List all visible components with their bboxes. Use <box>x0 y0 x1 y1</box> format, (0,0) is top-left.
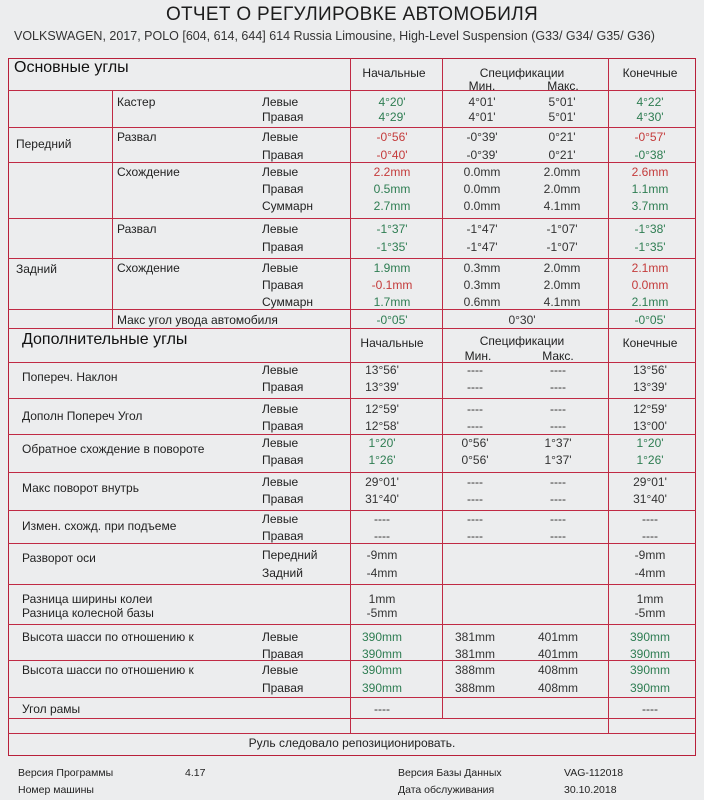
table-row-divider <box>8 660 696 661</box>
extra-initial-value: 390mm <box>361 630 403 644</box>
extra-side-label: Правая <box>262 681 304 695</box>
final-value: 4°30' <box>636 110 664 124</box>
extra-initial-value: 390mm <box>361 681 403 695</box>
final-value: 3.7mm <box>631 199 669 213</box>
extra-initial-value: 13°39' <box>365 380 399 394</box>
min-value: 0.3mm <box>463 278 501 292</box>
thrust-final: -0°05' <box>634 313 666 327</box>
extra-final-value: 390mm <box>629 681 671 695</box>
extra-label: Измен. схожд. при подъеме <box>22 519 177 533</box>
extra-final-value: 29°01' <box>633 475 667 489</box>
max-value: 4.1mm <box>543 295 581 309</box>
table-row-divider <box>8 362 696 363</box>
max-value: 2.0mm <box>543 278 581 292</box>
final-value: -1°35' <box>634 240 666 254</box>
extra-label: Обратное схождение в повороте <box>22 442 205 456</box>
min-value: 0.0mm <box>463 199 501 213</box>
extra-initial-value: 1°26' <box>368 453 396 467</box>
table-row-divider <box>8 624 696 625</box>
min-value: -0°39' <box>466 148 498 162</box>
extra-final-value: 390mm <box>629 663 671 677</box>
extra-label: Дополн Попереч Угол <box>22 409 143 423</box>
side-label: Левые <box>262 222 299 236</box>
service-date-value: 30.10.2018 <box>564 784 617 796</box>
extra-initial-value: 13°56' <box>365 363 399 377</box>
extra-max-value: ---- <box>550 419 566 433</box>
min-value: -1°47' <box>466 222 498 236</box>
main-angles-heading: Основные углы <box>14 59 129 76</box>
extra-initial-value: 12°58' <box>365 419 399 433</box>
extra-final-value: -5mm <box>634 606 666 620</box>
extra-max-value: ---- <box>550 512 566 526</box>
final-value: -0°57' <box>634 130 666 144</box>
side-label: Правая <box>262 240 304 254</box>
extra-initial-value: 390mm <box>361 663 403 677</box>
extra-max-value: 1°37' <box>544 453 572 467</box>
sub-label: Схождение <box>117 261 180 275</box>
column-divider <box>442 58 443 718</box>
db-version-label: Версия Базы Данных <box>398 767 502 779</box>
initial-value: -0°56' <box>376 130 408 144</box>
extra-initial-value: ---- <box>374 702 390 716</box>
max-value: -1°07' <box>546 222 578 236</box>
table-row-divider <box>8 733 696 734</box>
sub-label: Кастер <box>117 95 156 109</box>
extra-max-value: ---- <box>550 363 566 377</box>
side-label: Левые <box>262 95 299 109</box>
extra-max-value: ---- <box>550 529 566 543</box>
extra-min-value: 0°56' <box>461 453 489 467</box>
extra-side-label: Правая <box>262 453 304 467</box>
extra-min-value: 381mm <box>454 647 496 661</box>
extra-initial-value: 1mm <box>368 592 396 606</box>
extra-initial-value: -5mm <box>366 606 398 620</box>
extra-label: Разница колесной базы <box>22 606 154 620</box>
extra-side-label: Задний <box>262 566 303 580</box>
extra-final-value: 1°26' <box>636 453 664 467</box>
side-label: Левые <box>262 261 299 275</box>
extra-min-value: 388mm <box>454 681 496 695</box>
service-date-label: Дата обслуживания <box>398 784 495 796</box>
extra-label: Разница ширины колеи <box>22 592 153 606</box>
side-label: Левые <box>262 130 299 144</box>
extra-side-label: Передний <box>262 548 318 562</box>
min-value: 0.0mm <box>463 182 501 196</box>
sub-label: Развал <box>117 222 157 236</box>
table-row-divider <box>8 472 696 473</box>
extra-min-value: 388mm <box>454 663 496 677</box>
side-label: Правая <box>262 278 304 292</box>
extra-label: Угол рамы <box>22 702 81 716</box>
extra-min-value: ---- <box>467 475 483 489</box>
min-value: -0°39' <box>466 130 498 144</box>
max-value: 0°21' <box>548 130 576 144</box>
table-row-divider <box>8 434 696 435</box>
extra-max-value: ---- <box>550 492 566 506</box>
col-specs-header: Спецификации <box>479 66 565 80</box>
final-value: -0°38' <box>634 148 666 162</box>
final-value: 4°22' <box>636 95 664 109</box>
col-final-header: Конечные <box>622 66 678 80</box>
extra-label: Высота шасси по отношению к <box>22 663 194 677</box>
side-label: Левые <box>262 165 299 179</box>
extra-side-label: Левые <box>262 630 299 644</box>
max-value: 5°01' <box>548 95 576 109</box>
extra-min-value: ---- <box>467 419 483 433</box>
extra-label: Попереч. Наклон <box>22 370 118 384</box>
side-label: Правая <box>262 182 304 196</box>
extra-max-value: ---- <box>550 402 566 416</box>
extra-initial-value: -4mm <box>366 566 398 580</box>
extra-initial-value: 31°40' <box>365 492 399 506</box>
column-divider <box>350 58 351 718</box>
extra-initial-value: ---- <box>374 529 390 543</box>
extra-max-value: 401mm <box>537 630 579 644</box>
extra-final-value: 13°39' <box>633 380 667 394</box>
extra-final-value: -4mm <box>634 566 666 580</box>
db-version-value: VAG-112018 <box>564 767 624 779</box>
extra-side-label: Левые <box>262 512 299 526</box>
extra-final-value: 13°56' <box>633 363 667 377</box>
final-value: 2.1mm <box>631 295 669 309</box>
extra-col-max-header: Макс. <box>542 349 574 363</box>
steering-message: Руль следовало репозиционировать. <box>248 736 456 750</box>
extra-initial-value: ---- <box>374 512 390 526</box>
extra-side-label: Правая <box>262 492 304 506</box>
extra-initial-value: 12°59' <box>365 402 399 416</box>
initial-value: 1.7mm <box>373 295 411 309</box>
extra-max-value: 408mm <box>537 681 579 695</box>
extra-min-value: 381mm <box>454 630 496 644</box>
extra-final-value: 1mm <box>636 592 664 606</box>
table-row-divider <box>8 398 696 399</box>
max-value: 2.0mm <box>543 182 581 196</box>
max-value: 5°01' <box>548 110 576 124</box>
max-value: 0°21' <box>548 148 576 162</box>
column-divider <box>112 90 113 328</box>
extra-side-label: Левые <box>262 475 299 489</box>
initial-value: 2.2mm <box>373 165 411 179</box>
extra-side-label: Правая <box>262 380 304 394</box>
extra-side-label: Правая <box>262 419 304 433</box>
extra-final-value: 390mm <box>629 647 671 661</box>
extra-initial-value: -9mm <box>366 548 398 562</box>
extra-side-label: Левые <box>262 402 299 416</box>
side-label: Правая <box>262 148 304 162</box>
sub-label: Развал <box>117 130 157 144</box>
extra-initial-value: 1°20' <box>368 436 396 450</box>
table-row-divider <box>8 328 696 329</box>
final-value: 1.1mm <box>631 182 669 196</box>
thrust-spec: 0°30' <box>508 313 536 327</box>
extra-max-value: 408mm <box>537 663 579 677</box>
side-label: Суммарн <box>262 199 314 213</box>
extra-min-value: ---- <box>467 529 483 543</box>
final-value: 0.0mm <box>631 278 669 292</box>
col-min-header: Мин. <box>468 79 496 93</box>
extra-max-value: ---- <box>550 380 566 394</box>
extra-final-value: 390mm <box>629 630 671 644</box>
initial-value: -0.1mm <box>371 278 413 292</box>
vehicle-description: VOLKSWAGEN, 2017, POLO [604, 614, 644] 614 Russia Limousine, High-Level Suspension (G33/ G34/ G35/ G36) <box>14 29 655 43</box>
table-row-divider <box>8 543 696 544</box>
extra-min-value: ---- <box>467 402 483 416</box>
max-value: -1°07' <box>546 240 578 254</box>
extra-col-min-header: Мин. <box>464 349 492 363</box>
min-value: 0.6mm <box>463 295 501 309</box>
extra-label: Высота шасси по отношению к <box>22 630 194 644</box>
min-value: -1°47' <box>466 240 498 254</box>
extra-side-label: Правая <box>262 647 304 661</box>
extra-final-value: 13°00' <box>633 419 667 433</box>
extra-min-value: ---- <box>467 363 483 377</box>
extra-max-value: 1°37' <box>544 436 572 450</box>
extra-final-value: -9mm <box>634 548 666 562</box>
min-value: 4°01' <box>468 110 496 124</box>
extra-max-value: ---- <box>550 475 566 489</box>
extra-label: Разворот оси <box>22 551 96 565</box>
extra-initial-value: 390mm <box>361 647 403 661</box>
column-divider <box>608 58 609 718</box>
initial-value: -1°37' <box>376 222 408 236</box>
extra-col-initial-header: Начальные <box>360 336 424 350</box>
thrust-initial: -0°05' <box>376 313 408 327</box>
side-label: Суммарн <box>262 295 314 309</box>
final-value: 2.1mm <box>631 261 669 275</box>
extra-min-value: 0°56' <box>461 436 489 450</box>
extra-final-value: ---- <box>642 529 658 543</box>
col-max-header: Макс. <box>547 79 579 93</box>
extra-final-value: 1°20' <box>636 436 664 450</box>
max-value: 2.0mm <box>543 261 581 275</box>
thrust-label: Макс угол увода автомобиля <box>117 313 278 327</box>
initial-value: 2.7mm <box>373 199 411 213</box>
extra-min-value: ---- <box>467 492 483 506</box>
extra-initial-value: 29°01' <box>365 475 399 489</box>
program-version-label: Версия Программы <box>18 767 114 779</box>
column-divider <box>350 718 351 733</box>
extra-final-value: ---- <box>642 702 658 716</box>
extra-angles-heading: Дополнительные углы <box>22 331 188 348</box>
col-initial-header: Начальные <box>362 66 426 80</box>
min-value: 0.0mm <box>463 165 501 179</box>
initial-value: 4°29' <box>378 110 406 124</box>
extra-min-value: ---- <box>467 380 483 394</box>
program-version-value: 4.17 <box>185 767 206 779</box>
extra-side-label: Левые <box>262 436 299 450</box>
extra-side-label: Левые <box>262 663 299 677</box>
min-value: 4°01' <box>468 95 496 109</box>
table-row-divider <box>8 697 696 698</box>
extra-min-value: ---- <box>467 512 483 526</box>
extra-col-specs-header: Спецификации <box>479 334 565 348</box>
extra-final-value: 12°59' <box>633 402 667 416</box>
max-value: 4.1mm <box>543 199 581 213</box>
max-value: 2.0mm <box>543 165 581 179</box>
extra-col-final-header: Конечные <box>622 336 678 350</box>
initial-value: -0°40' <box>376 148 408 162</box>
group-label: Передний <box>16 137 72 151</box>
min-value: 0.3mm <box>463 261 501 275</box>
table-row-divider <box>8 510 696 511</box>
extra-final-value: 31°40' <box>633 492 667 506</box>
extra-side-label: Правая <box>262 529 304 543</box>
group-label: Задний <box>16 262 57 276</box>
initial-value: 4°20' <box>378 95 406 109</box>
extra-side-label: Левые <box>262 363 299 377</box>
initial-value: 1.9mm <box>373 261 411 275</box>
report-title: ОТЧЕТ О РЕГУЛИРОВКЕ АВТОМОБИЛЯ <box>165 4 539 25</box>
initial-value: 0.5mm <box>373 182 411 196</box>
sub-label: Схождение <box>117 165 180 179</box>
machine-number-label: Номер машины <box>18 784 94 796</box>
column-divider <box>608 718 609 733</box>
extra-final-value: ---- <box>642 512 658 526</box>
table-row-divider <box>8 584 696 585</box>
table-row-divider <box>8 718 696 719</box>
final-value: -1°38' <box>634 222 666 236</box>
side-label: Правая <box>262 110 304 124</box>
final-value: 2.6mm <box>631 165 669 179</box>
initial-value: -1°35' <box>376 240 408 254</box>
extra-max-value: 401mm <box>537 647 579 661</box>
extra-label: Макс поворот внутрь <box>22 481 139 495</box>
